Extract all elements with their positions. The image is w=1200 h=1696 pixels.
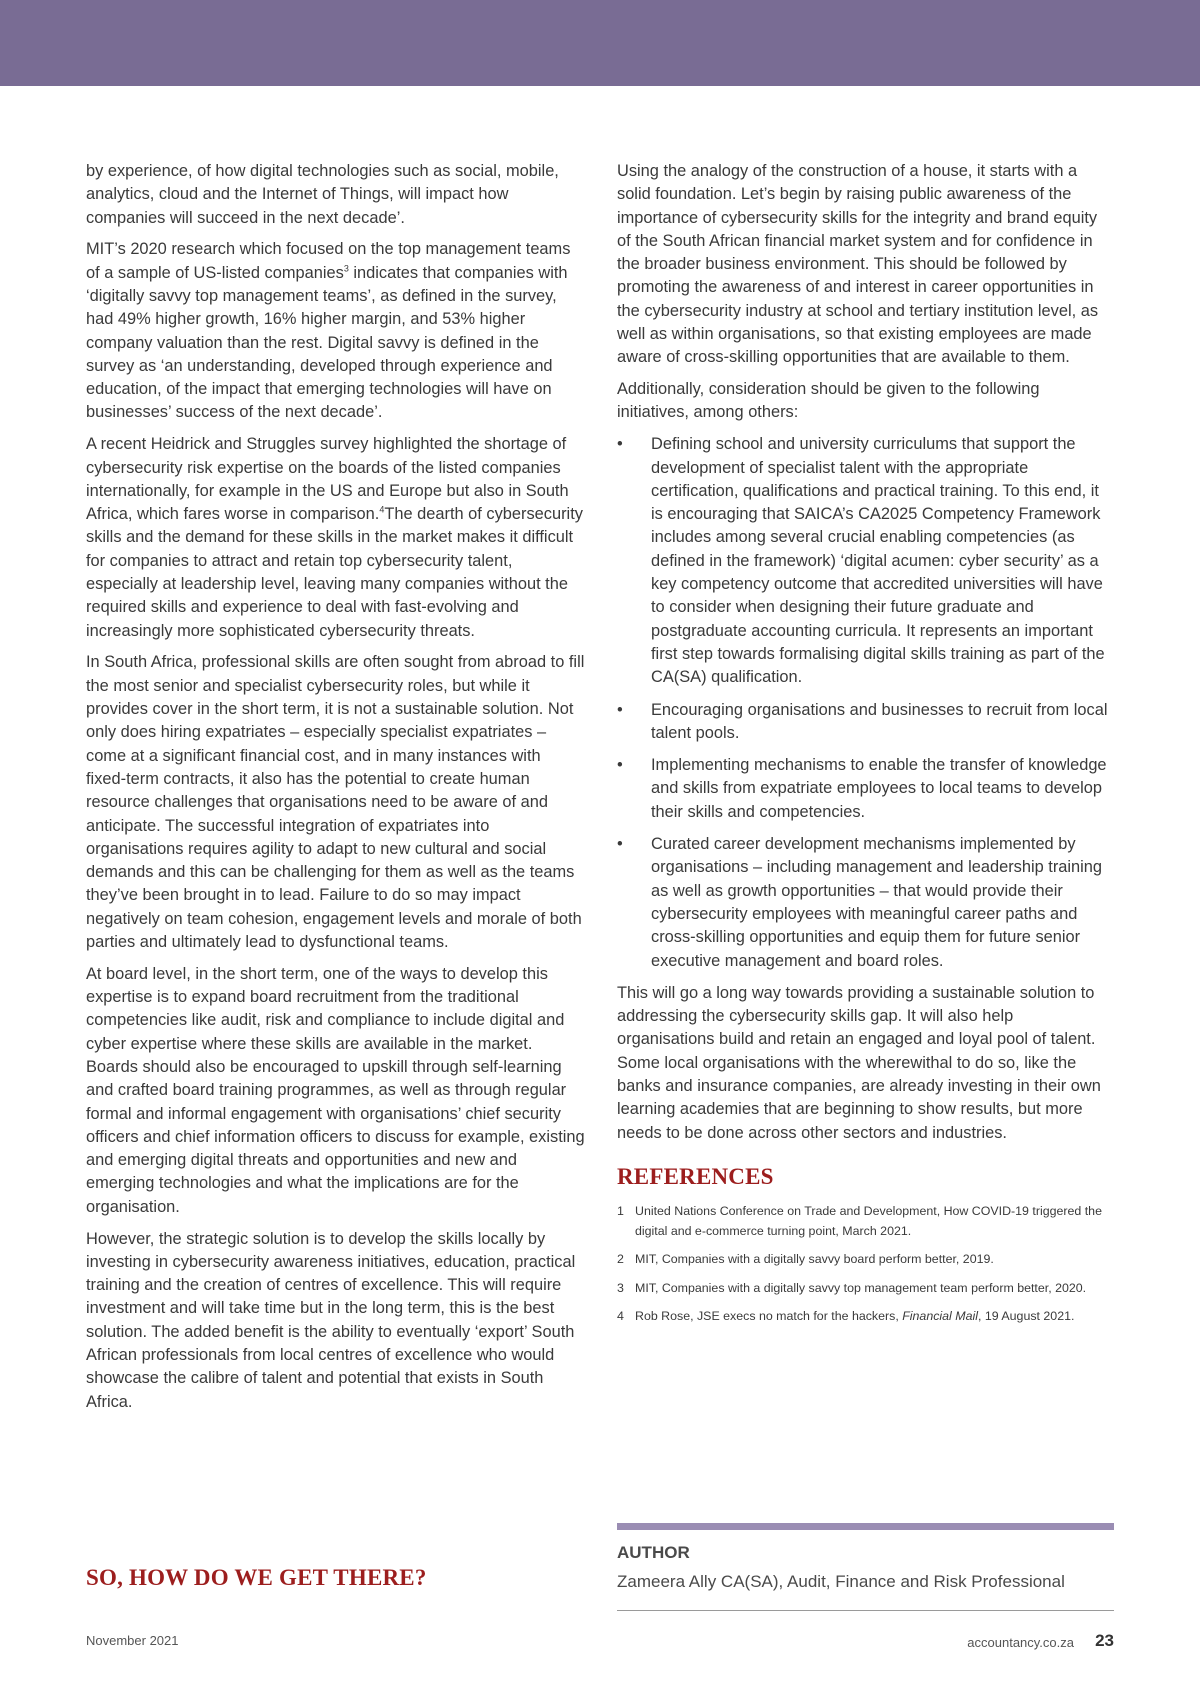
author-name: Zameera Ally CA(SA), Audit, Finance and Risk Professional <box>617 1572 1065 1591</box>
list-item-text: Curated career development mechanisms implemented by organisations – including management and leadership training as well as growth opportunities – that would provide their cybersecurity employees with meaningful career paths and cross-skilling opportunities and equip them for future senior executive management and board roles. <box>651 835 1103 970</box>
reference-publication: Financial Mail <box>902 1309 978 1324</box>
paragraph: by experience, of how digital technologies such as social, mobile, analytics, cloud and the Internet of Things, will impact how companies will succeed in the next decade’. <box>86 162 559 227</box>
reference-number: 2 <box>617 1252 624 1267</box>
reference-number: 3 <box>617 1280 624 1295</box>
author-rule <box>617 1610 1114 1611</box>
right-column <box>617 160 1115 1336</box>
bullet-icon: • <box>617 435 623 454</box>
list-item <box>617 833 1115 973</box>
reference-item <box>617 1307 1115 1327</box>
references-list <box>617 1202 1115 1327</box>
bullet-icon: • <box>617 700 623 719</box>
author-divider-bar <box>617 1523 1114 1530</box>
bullet-icon: • <box>617 756 623 775</box>
references-heading: REFERENCES <box>617 1163 774 1189</box>
list-item <box>617 699 1115 746</box>
paragraph: However, the strategic solution is to develop the skills locally by investing in cybersecurity awareness initiatives, education, practical training and the creation of centres of excellence. This will require investment and will take time but in the long term, this is the best solution. The added benefit is the ability to eventually ‘export’ South African professionals from local centres of excellence who would showcase the calibre of talent and potential that exists in South Africa. <box>86 1229 576 1411</box>
reference-text: Rob Rose, JSE execs no match for the hackers, <box>635 1309 903 1324</box>
footer-date: November 2021 <box>86 1633 179 1648</box>
paragraph: Using the analogy of the construction of a house, it starts with a solid foundation. Let’s begin by raising public awareness of the importance of cybersecurity skills for the integrity and brand equity of the South African financial market system and for confidence in the broader business environment. This should be followed by promoting the awareness of and interest in career opportunities in the cybersecurity industry at school and tertiary institution level, as well as within organisations, so that existing employees are made aware of cross-skilling opportunities that are available to them. <box>617 162 1099 367</box>
bullet-icon: • <box>617 835 623 854</box>
reference-number: 1 <box>617 1204 624 1219</box>
paragraph <box>86 238 585 424</box>
paragraph-text: indicates that companies with ‘digitally savvy top management teams’, as defined in the survey, had 49% higher growth, 16% higher margin, and 53% higher company valuation than the rest. Digital savvy is defined in the survey as ‘an understanding, developed through experience and education, of the impact that emerging technologies will have on businesses’ success of the next decade’. <box>86 263 568 422</box>
reference-number: 4 <box>617 1309 624 1324</box>
paragraph: This will go a long way towards providing a sustainable solution to addressing the cybersecurity skills gap. It will also help organisations build and retain an engaged and loyal pool of talent. Some local organisations with the wherewithal to do so, like the banks and insurance companies, are already investing in their own learning academies that are beginning to show results, but more needs to be done across other sectors and industries. <box>617 983 1101 1142</box>
list-item-text: Implementing mechanisms to enable the transfer of knowledge and skills from expatriate employees to local teams to develop their skills and competencies. <box>651 756 1107 821</box>
left-column <box>86 160 585 1422</box>
reference-text: United Nations Conference on Trade and Development, How COVID-19 triggered the digital and e-commerce turning point, March 2021. <box>635 1204 1102 1238</box>
reference-text: MIT, Companies with a digitally savvy board perform better, 2019. <box>635 1252 994 1267</box>
paragraph: Additionally, consideration should be given to the following initiatives, among others: <box>617 380 1040 422</box>
author-label: AUTHOR <box>617 1543 690 1562</box>
reference-text-tail: , 19 August 2021. <box>977 1309 1075 1324</box>
section-heading: SO, HOW DO WE GET THERE? <box>86 1565 427 1590</box>
reference-item <box>617 1202 1115 1241</box>
list-item-text: Encouraging organisations and businesses to recruit from local talent pools. <box>651 700 1108 742</box>
footer-site-link[interactable]: accountancy.co.za <box>967 1635 1074 1650</box>
list-item <box>617 433 1115 689</box>
paragraph-text: MIT’s 2020 research which focused on the top management teams of a sample of US-listed companies <box>86 240 571 282</box>
list-item-text: Defining school and university curriculums that support the development of specialist talent with the appropriate certification, qualifications and practical training. To this end, it is encouraging that SAICA’s CA2025 Competency Framework includes among several crucial enabling competencies (as defined in the framework) ‘digital acumen: cyber security’ as a key competency outcome that accredited universities will have to consider when designing their future graduate and postgraduate accounting curricula. It represents an important first step towards formalising digital skills training as part of the CA(SA) qualification. <box>651 435 1105 687</box>
reference-text: MIT, Companies with a digitally savvy top management team perform better, 2020. <box>635 1280 1087 1295</box>
reference-item <box>617 1279 1115 1299</box>
reference-item <box>617 1250 1115 1270</box>
header-band <box>0 0 1200 86</box>
paragraph: In South Africa, professional skills are often sought from abroad to fill the most senior and specialist cybersecurity roles, but while it provides cover in the short term, it is not a sustainable solution. Not only does hiring expatriates – especially specialist expatriates – come at a significant financial cost, and in many instances with fixed-term contracts, it also has the potential to create human resource challenges that organisations need to be aware of and anticipate. The successful integration of expatriates into organisations requires agility to adapt to new cultural and social demands and this can be challenging for them as well as the teams they’ve been brought in to lead. Failure to do so may impact negatively on team cohesion, engagement levels and morale of both parties and ultimately lead to dysfunctional teams. <box>86 653 585 951</box>
page-number: 23 <box>1095 1631 1114 1650</box>
paragraph-text: A recent Heidrick and Struggles survey highlighted the shortage of cybersecurity risk expertise on the boards of the listed companies internationally, for example in the US and Europe but also in South Africa, which fares worse in comparison. <box>86 435 569 524</box>
list-item <box>617 754 1115 824</box>
footnote-marker[interactable]: 3 <box>343 263 349 274</box>
paragraph <box>86 433 585 643</box>
paragraph-text: The dearth of cybersecurity skills and the demand for these skills in the market makes it difficult for companies to attract and retain top cybersecurity talent, especially at leadership level, leaving many companies without the required skills and experience to deal with fast-evolving and increasingly more sophisticated cybersecurity threats. <box>86 505 583 640</box>
paragraph: At board level, in the short term, one of the ways to develop this expertise is to expand board recruitment from the traditional competencies like audit, risk and compliance to include digital and cyber expertise where these skills are available in the market. Boards should also be encouraged to upskill through self-learning and crafted board training programmes, as well as through regular formal and informal engagement with organisations’ chief security officers and chief information officers to discuss for example, existing and emerging digital threats and opportunities and new and emerging technologies and what the implications are for the organisation. <box>86 964 585 1216</box>
initiatives-list <box>617 433 1115 973</box>
footnote-marker[interactable]: 4 <box>379 504 385 515</box>
